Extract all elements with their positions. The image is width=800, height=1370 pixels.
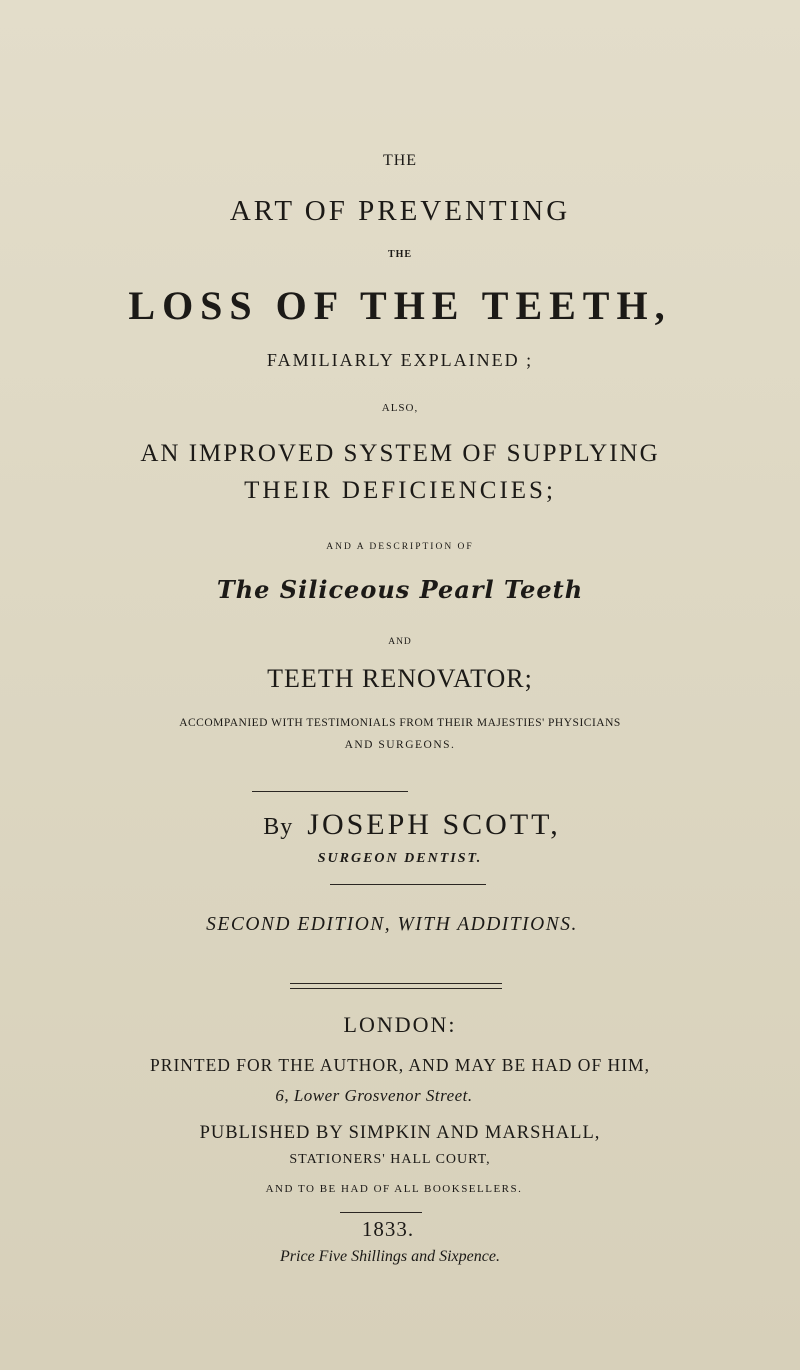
siliceous-pearl-teeth: The Siliceous Pearl Teeth bbox=[216, 575, 584, 604]
published-by-line: PUBLISHED BY SIMPKIN AND MARSHALL, bbox=[199, 1123, 601, 1143]
improved-system-line-1: AN IMPROVED SYSTEM OF SUPPLYING bbox=[140, 440, 660, 467]
loss-of-the-teeth: LOSS OF THE TEETH, bbox=[128, 283, 672, 328]
author-name: JOSEPH SCOTT, bbox=[307, 808, 561, 841]
double-rule-bottom bbox=[290, 988, 502, 989]
the-heading-1: THE bbox=[382, 152, 418, 169]
stationers-line: STATIONERS' HALL COURT, bbox=[289, 1152, 491, 1167]
edition-line: SECOND EDITION, WITH ADDITIONS. bbox=[206, 914, 578, 935]
price-line: Price Five Shillings and Sixpence. bbox=[280, 1248, 500, 1265]
author-line bbox=[12, 810, 800, 840]
rule-below-author bbox=[330, 884, 486, 885]
accompanied-line-2: AND SURGEONS. bbox=[344, 739, 456, 751]
rule-above-author bbox=[252, 791, 408, 792]
description-of: AND A DESCRIPTION OF bbox=[326, 542, 474, 552]
rule-above-year bbox=[340, 1212, 422, 1213]
improved-system-line-2: THEIR DEFICIENCIES; bbox=[244, 477, 556, 504]
year-line: 1833. bbox=[361, 1217, 415, 1241]
address-line: 6, Lower Grosvenor Street. bbox=[275, 1086, 473, 1105]
london-line: LONDON: bbox=[343, 1012, 457, 1037]
printed-for-line: PRINTED FOR THE AUTHOR, AND MAY BE HAD OF HIM, bbox=[150, 1055, 650, 1075]
teeth-renovator: TEETH RENOVATOR; bbox=[267, 664, 533, 693]
familiarly-explained: FAMILIARLY EXPLAINED ; bbox=[266, 350, 534, 370]
art-of-preventing: ART OF PREVENTING bbox=[229, 195, 571, 227]
by-word: By bbox=[263, 814, 294, 840]
and-line: AND bbox=[388, 637, 412, 647]
author-title: SURGEON DENTIST. bbox=[317, 851, 483, 866]
double-rule-top bbox=[290, 983, 502, 984]
the-heading-2: THE bbox=[387, 249, 413, 260]
accompanied-line-1: ACCOMPANIED WITH TESTIMONIALS FROM THEIR MAJESTIES' PHYSICIANS bbox=[179, 717, 621, 729]
booksellers-line: AND TO BE HAD OF ALL BOOKSELLERS. bbox=[265, 1183, 523, 1195]
also-line: ALSO, bbox=[381, 402, 419, 414]
